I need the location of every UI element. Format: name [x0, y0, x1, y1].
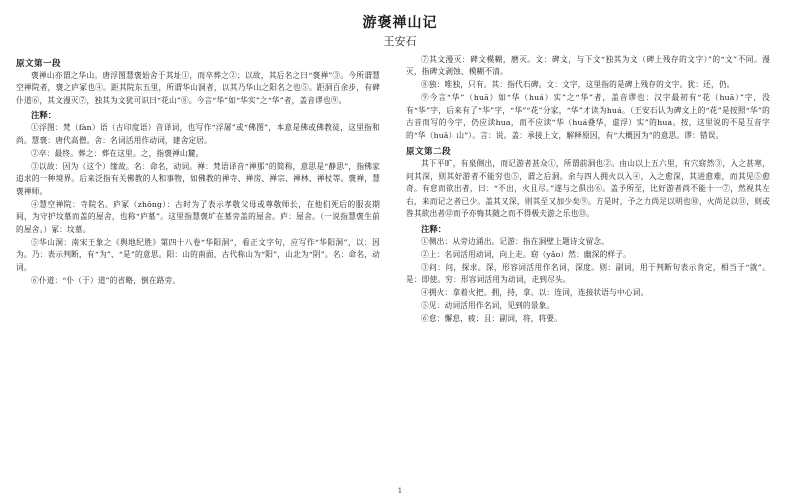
- paragraph: 褒禅山亦谓之华山。唐浮图慧褒始舍于其址①，而卒葬之②；以故，其后名之曰“褒禅”③。今所谓慧空禅院者，褒之庐冢也④。距其院东五里，所谓华山洞者，以其乃华山之阳名之也⑤。距洞百余步，有碑仆道⑥，其文漫灭⑦，独其为文犹可识曰“花山”⑧。今言“华”如“华实”之“华”者，盖音谬也⑨。: [16, 71, 380, 105]
- section-heading-original-part1: 原文第一段: [16, 59, 61, 69]
- note-item: ⑦其文漫灭：碑文模糊，磨灭。文：碑文，与下文“独其为文（碑上残存的文字）”的“文”不同。漫灭，指碑文剥蚀、模糊不清。: [406, 55, 770, 77]
- left-column: [16, 54, 380, 288]
- paragraph: 其下平旷，有泉侧出，而记游者甚众①，所谓前洞也②。由山以上五六里，有穴窈然③，入之甚寒，问其深，则其好游者不能穷也⑤，谓之后洞。余与四人拥火以入④，入之愈深，其进愈难，而其见⑤愈奇。有怠而欲出者，曰：“不出，火且尽。”遂与之俱出⑥。盖予所至，比好游者尚不能十一⑦，然视其左右，来而记之者已少。盖其又深，则其至又加少矣⑨。方是时，予之力尚足以明也⑩，火尚足以⑪，则或咎其欲出者⑫而予亦悔其随之而不得极夫游之乐也⑬。: [406, 159, 770, 219]
- note-item: ⑥仆道：“仆（于）道”的省略，倒在路旁。: [31, 275, 181, 285]
- note-item: ④拥火：拿着火把。拥，持，拿。以：连词，连接状语与中心词。: [421, 288, 649, 297]
- note-item: ⑥怠：懈怠，疲；且：副词，将，将要。: [421, 313, 563, 323]
- page-author: 王安石: [383, 35, 417, 48]
- two-column-layout: [16, 54, 784, 326]
- note-item: ⑨今言“华”（huā）如“华（huá）实”之“华”者，盖音谬也：汉字最初有“花（huā）”字，没有“华”字，后来有了“华”字，“华”“花”分家，“华”才读为huá。（王安石认为碑文上的“花”是按照“华”的古音而写的今字，仍应读hua，而不应读“华（huá叠华，虚浮）实”的hua。按，这里说的不是互音字的“华（huā）山”）。言：说。盖：承接上文，解释原因，有“大概因为”的意思。谬：错误。: [406, 93, 770, 140]
- note-item: ①侧出：从旁边涌出。记游：指在洞壁上题诗文留念。: [421, 236, 610, 246]
- note-item: ③以故：因为（这个）缘故。名：命名，动词。禅：梵语译音“禅那”的简称，意思是“静思”，指佛家追求的一种境界。后来泛指有关佛教的人和事物，如佛教的禅寺、禅房、禅宗、禅林、禅杖等。褒禅，慧褒禅师。: [16, 161, 380, 196]
- note-item: ④慧空禅院：寺院名。庐冢（zhǒng）：古时为了表示孝敬父母或尊敬师长，在他们死后的服丧期间，为守护坟墓而盖的屋舍，也称“庐墓”。这里指慧褒圹在墓旁盖的屋舍。庐：屋舍。（一说指慧褒生前的屋舍。）冢：坟墓。: [16, 199, 380, 234]
- note-item: ⑧独：唯独，只有。其：指代石碑。文：文字，这里指的是碑上残存的文字。犹：还，仍。: [421, 80, 735, 90]
- note-item: ⑤华山洞：南宋王象之《舆地纪胜》第四十八卷“华阳洞”，看正文字句，应写作“华阳洞”，以：因为。乃：表示判断，有“为”、“是”的意思。阳：山的南面，古代称山为“阳”，山北为“阴”。名：命名，动词。: [16, 237, 380, 272]
- section-heading-original-part2: 原文第二段: [406, 147, 451, 158]
- note-item: ①浮图：梵（fàn）语（古印度语）音译词，也写作“浮屠”或“佛图”，本意是佛或佛教徒，这里指和尚。慧褒：唐代高僧。舍：名词活用作动词，建舍定居。: [16, 123, 380, 145]
- note-item: ⑤见：动词活用作名词，见到的景象。: [421, 300, 555, 310]
- note-item: ③问：问，探求。深，形容词活用作名词，深度。则：副词，用于判断句表示肯定，相当于“就”。是：即使。穷：形容词活用为动词，走到尽头。: [406, 262, 770, 285]
- page-title: 游褒禅山记: [362, 15, 438, 31]
- note-item: ②卒：最终。葬之：葬在这里。之，指褒禅山麓。: [31, 148, 204, 158]
- right-column: [406, 54, 770, 326]
- note-item: ②上：名词活用动词，向上走。窈（yǎo）然：幽深的样子。: [421, 249, 631, 259]
- page-number: 1: [397, 487, 403, 495]
- notes-label-left: 注释：: [31, 110, 57, 121]
- notes-label-right: 注释：: [421, 223, 447, 234]
